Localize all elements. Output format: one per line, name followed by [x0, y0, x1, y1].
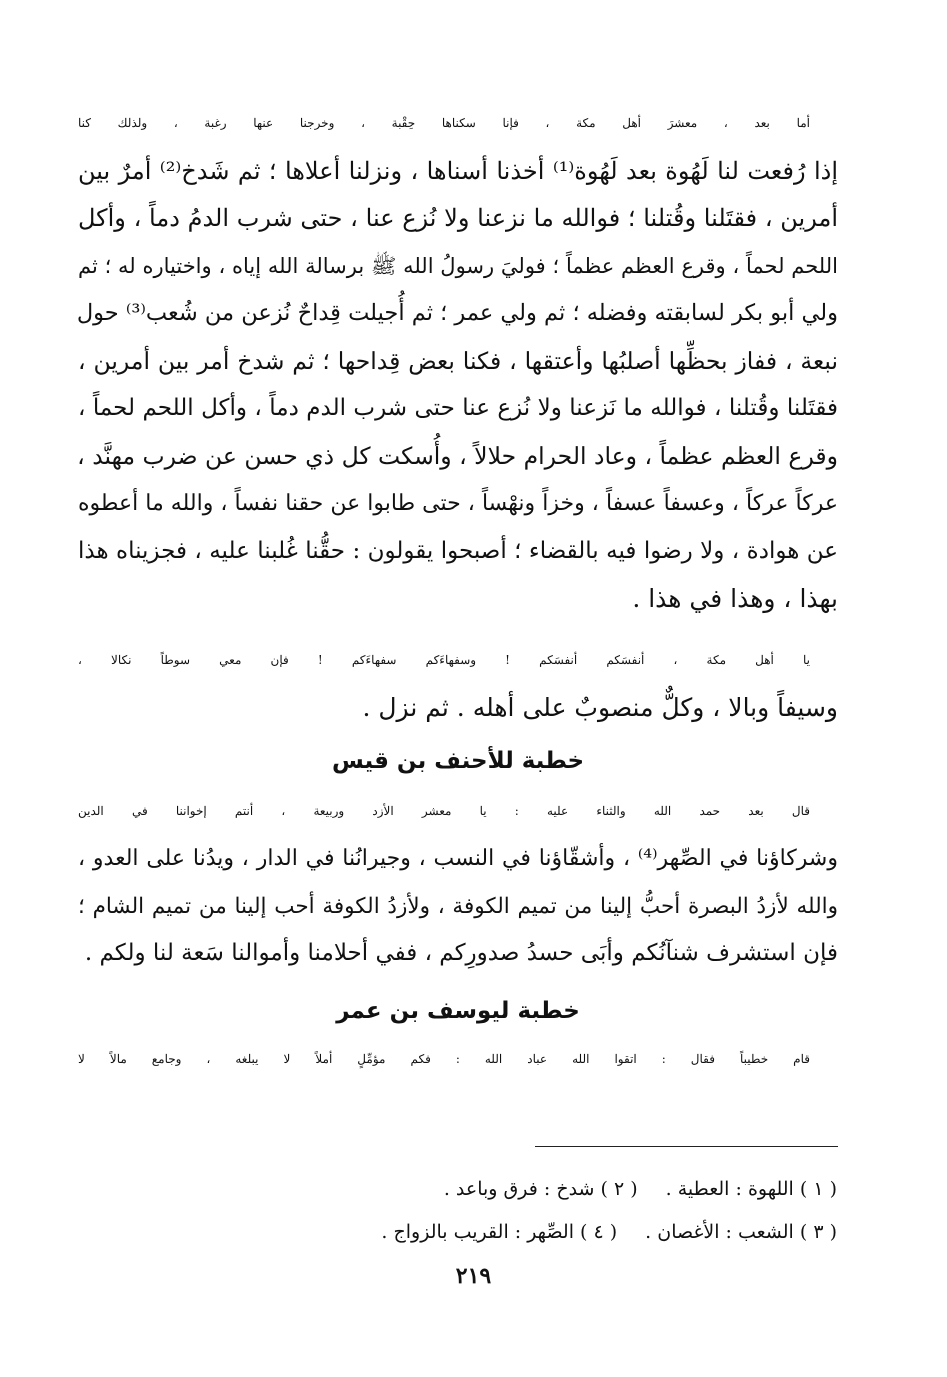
- footnote-row: [381, 1211, 837, 1254]
- text-line: إذا رُفعت لنا لَهُوة بعد لَهُوة⁽¹⁾ أخذنا أسناها ، ونزلنا أعلاها ؛ ثم شَدخ⁽²⁾ أمرٌ بين: [78, 156, 839, 185]
- text-line: والله لأزدُ البصرة أحبُّ إلينا من تميم الكوفة ، ولأزدُ الكوفة أحب إلينا من تميم الشام ؛: [78, 893, 838, 919]
- footnote-separator: [535, 1146, 838, 1147]
- paragraph-2: [78, 637, 838, 732]
- text-line: وقرع العظم عظماً ، وعاد الحرام حلالاً ، وأُسكت كل ذي حسن عن ضرب مهنَّد ،: [77, 441, 838, 470]
- text-line: وشركاؤنا في الصِّهر⁽⁴⁾ ، وأشقّاؤنا في النسب ، وجيرانُنا في الدار ، ويدُنا على العدو ،: [78, 846, 838, 871]
- paragraph-1: [78, 100, 838, 623]
- text-line: بهذا ، وهذا في هذا .: [632, 584, 838, 613]
- section-heading-yusuf: خطبة ليوسف بن عمر: [336, 997, 580, 1024]
- footnote-3: ( ٣ ) الشعب : الأغصان .: [645, 1221, 837, 1243]
- text-line: أما بعد ، معشرَ أهل مكة ، فإنا سكناها حِقْبة ، وخرجنا عنها رغبة ، ولذلك كنا: [78, 116, 810, 130]
- text-line: نبعة ، ففاز بحظِّها أصلبُها وأعتقها ، فكنا بعض قِداحها ؛ ثم شدخ أمر بين أمرين ،: [78, 346, 838, 375]
- page-number: ٢١٩: [455, 1263, 492, 1289]
- footnote-1: ( ١ ) اللهوة : العطية .: [665, 1178, 837, 1200]
- text-line: عركاً عركاً ، وعسفاً عسفاً ، وخزاً ونهْساً ، حتى طابوا عن حقنا نفساً ، والله ما أعطوه: [78, 491, 838, 516]
- footnote-4: ( ٤ ) الصِّهر : القريب بالزواج .: [381, 1221, 618, 1243]
- footnotes: [381, 1168, 837, 1254]
- paragraph-3: [78, 788, 838, 978]
- paragraph-4: [78, 1036, 838, 1084]
- footnote-row: [417, 1168, 837, 1211]
- text-line: أمرين ، فقتَلنا وقُتلنا ؛ فوالله ما نزعنا ولا نُزع عنا ، حتى شرب الدمُ دماً ، وأكل: [78, 204, 838, 232]
- page-body: [78, 100, 838, 1083]
- footnote-2: ( ٢ ) شدخ : فرق وباعد .: [443, 1178, 638, 1200]
- text-line: عن هوادة ، ولا رضوا فيه بالقضاء ؛ أصبحوا يقولون : حقُّنا غُلبنا عليه ، فجزيناه هذا: [78, 537, 838, 564]
- text-line: ولي أبو بكر لسابقته وفضله ؛ ثم ولي عمر ؛ ثم أُجيلت قِداحٌ نُزعن من شُعب⁽³⁾ حول: [76, 300, 838, 326]
- text-line: وسيفاً وبالا ، وكلٌّ منصوبٌ على أهله . ثم نزل .: [362, 693, 838, 722]
- text-line: اللحم لحماً ، وقرع العظم عظماً ؛ فوليَ رسولُ الله ﷺ برسالة الله إياه ، واختياره له ؛ ثم: [78, 253, 838, 278]
- text-line: فإن استشرف شنآنُكم وأبَى حسدُ صدورِكم ، ففي أحلامنا وأموالنا سَعة لنا ولكم .: [84, 940, 838, 966]
- text-line: قام خطيباً فقال : اتقوا الله عباد الله : فكم مؤمِّلٍ أملاً لا يبلغه ، وجامع مالاً لا: [78, 1051, 810, 1066]
- paragraph-gap: [78, 623, 838, 637]
- text-line: قال بعد حمد الله والثناء عليه : يا معشر الأزد وربيعة ، أنتم إخواننا في الدين: [78, 803, 810, 818]
- text-line: فقتَلنا وقُتلنا ، فوالله ما نَزعنا ولا نُزع عنا حتى شرب الدم دماً ، وأكل اللحم لحماً ،: [78, 395, 838, 421]
- text-line: يا أهل مكة ، أنفسَكم أنفسَكم ! وسفهاءَكم سفهاءَكم ! فإن معي سوطاً نكالا ،: [78, 652, 810, 667]
- section-heading-ahnaf: خطبة للأحنف بن قيس: [331, 747, 585, 774]
